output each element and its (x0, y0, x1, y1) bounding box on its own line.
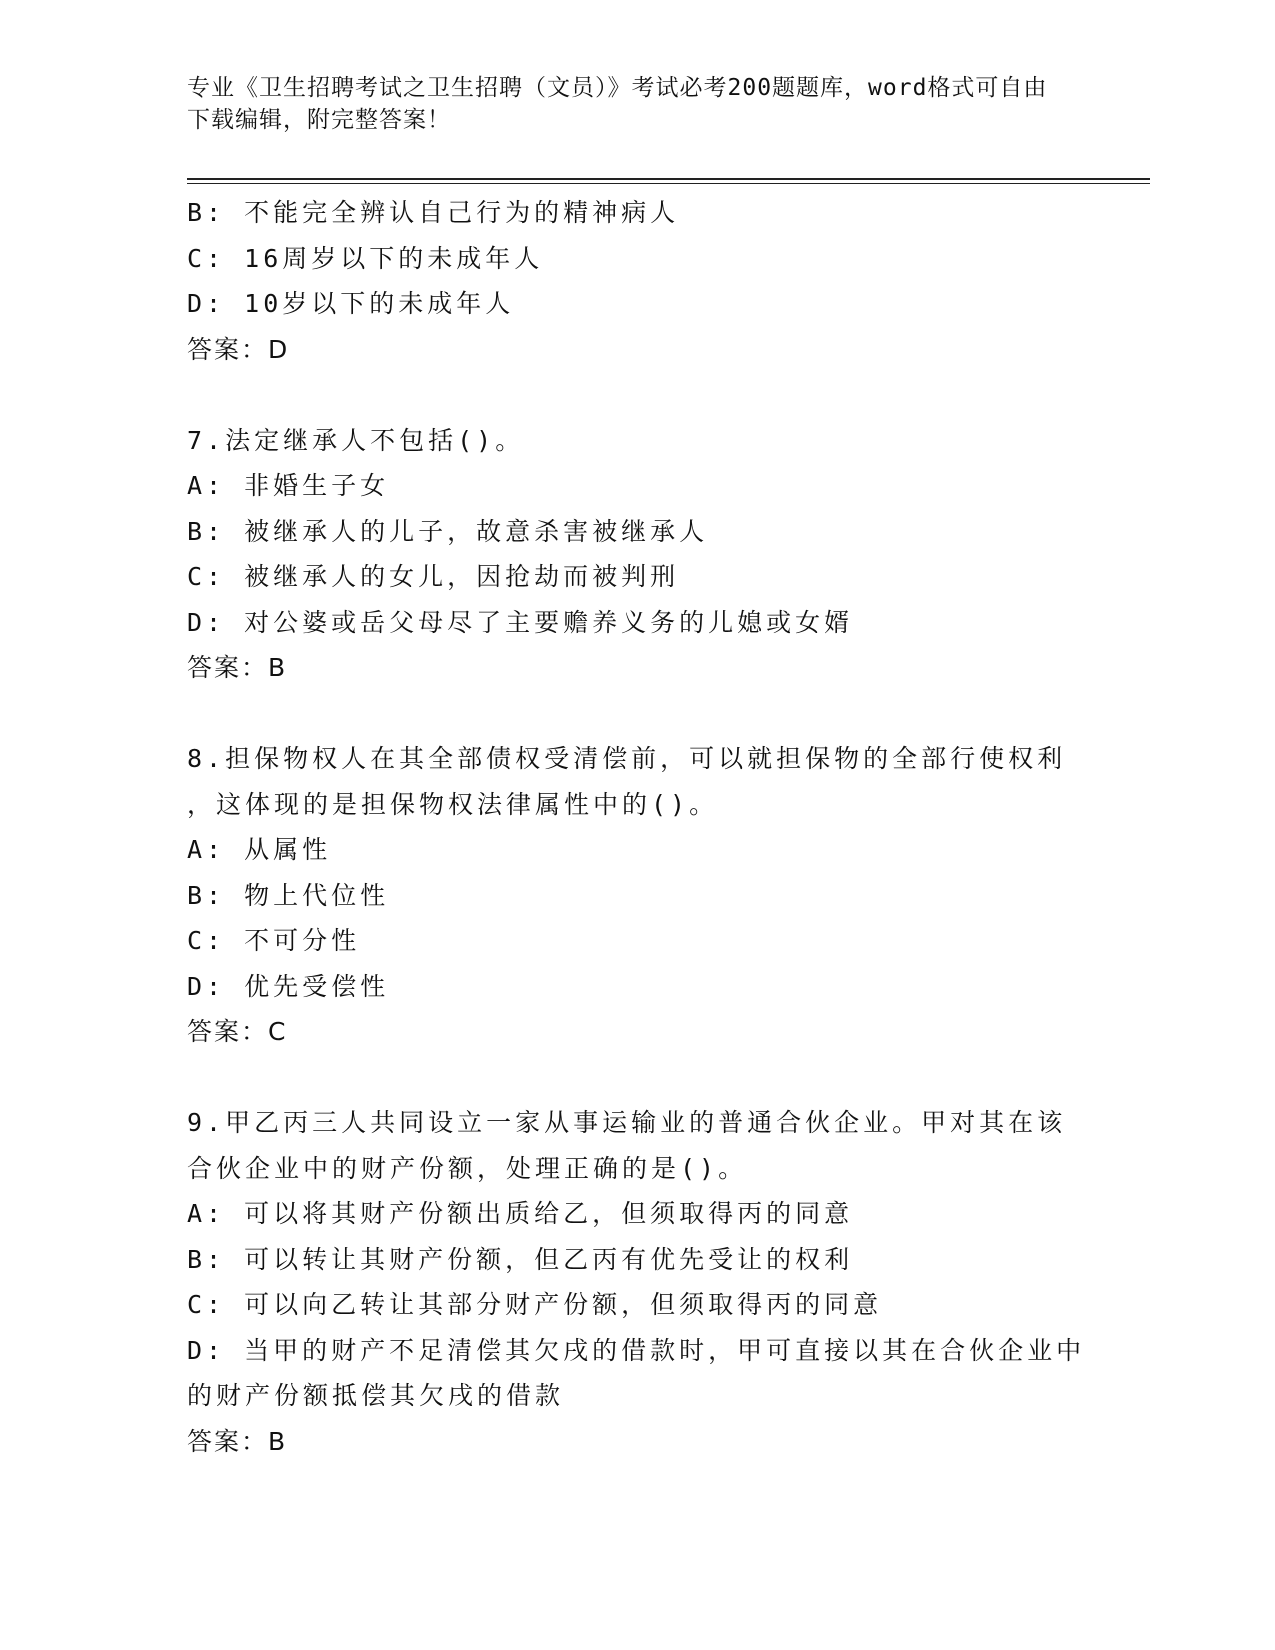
option-b: B: 不能完全辨认自己行为的精神病人 (187, 198, 680, 227)
answer-line: 答案：C (187, 1017, 288, 1046)
spacer (187, 1055, 1067, 1101)
option-b: B: 可以转让其财产份额，但乙丙有优先受让的权利 (187, 1244, 854, 1274)
question-9 (187, 1100, 1086, 1464)
answer-line: 答案：B (187, 653, 288, 682)
option-a: A: 非婚生子女 (187, 471, 390, 500)
question-stem: 7.法定继承人不包括()。 (187, 425, 525, 455)
option-d-line-1: D: 当甲的财产不足清偿其欠戌的借款时，甲可直接以其在合伙企业中 (187, 1335, 1086, 1365)
answer-line: 答案：D (187, 334, 290, 364)
option-c: C: 被继承人的女儿，因抢劫而被判刑 (187, 562, 680, 591)
option-d-line-2: 的财产份额抵偿其欠戌的借款 (187, 1381, 565, 1410)
option-d: D: 对公婆或岳父母尽了主要赡养义务的儿媳或女婿 (187, 607, 854, 637)
question-list (187, 190, 1086, 1464)
option-a: A: 可以将其财产份额出质给乙，但须取得丙的同意 (187, 1199, 854, 1228)
option-a: A: 从属性 (187, 835, 332, 864)
question-stem-line-2: ，这体现的是担保物权法律属性中的()。 (187, 789, 719, 819)
header-divider-thick (187, 178, 1150, 180)
option-c: C: 不可分性 (187, 926, 361, 955)
answer-line: 答案：B (187, 1426, 288, 1456)
spacer (187, 372, 1067, 418)
question-stem-line-2: 合伙企业中的财产份额，处理正确的是()。 (187, 1153, 748, 1183)
document-header: 专业《卫生招聘考试之卫生招聘（文员）》考试必考200题题库，word格式可自由下载编辑，附完整答案！ (187, 75, 1048, 133)
question-stem-line-1: 9.甲乙丙三人共同设立一家从事运输业的普通合伙企业。甲对其在该 (187, 1108, 1067, 1137)
spacer (187, 691, 1067, 737)
option-b: B: 被继承人的儿子，故意杀害被继承人 (187, 516, 709, 546)
question-6-continued (187, 190, 1067, 372)
option-d: D: 10岁以下的未成年人 (187, 289, 515, 318)
question-7 (187, 418, 1067, 691)
option-b: B: 物上代位性 (187, 880, 390, 910)
question-stem-line-1: 8.担保物权人在其全部债权受清偿前，可以就担保物的全部行使权利 (187, 744, 1067, 773)
header-divider-thin (187, 183, 1150, 184)
option-d: D: 优先受偿性 (187, 971, 390, 1001)
question-8 (187, 736, 1067, 1055)
option-c: C: 可以向乙转让其部分财产份额，但须取得丙的同意 (187, 1290, 883, 1319)
option-c: C: 16周岁以下的未成年人 (187, 243, 544, 273)
